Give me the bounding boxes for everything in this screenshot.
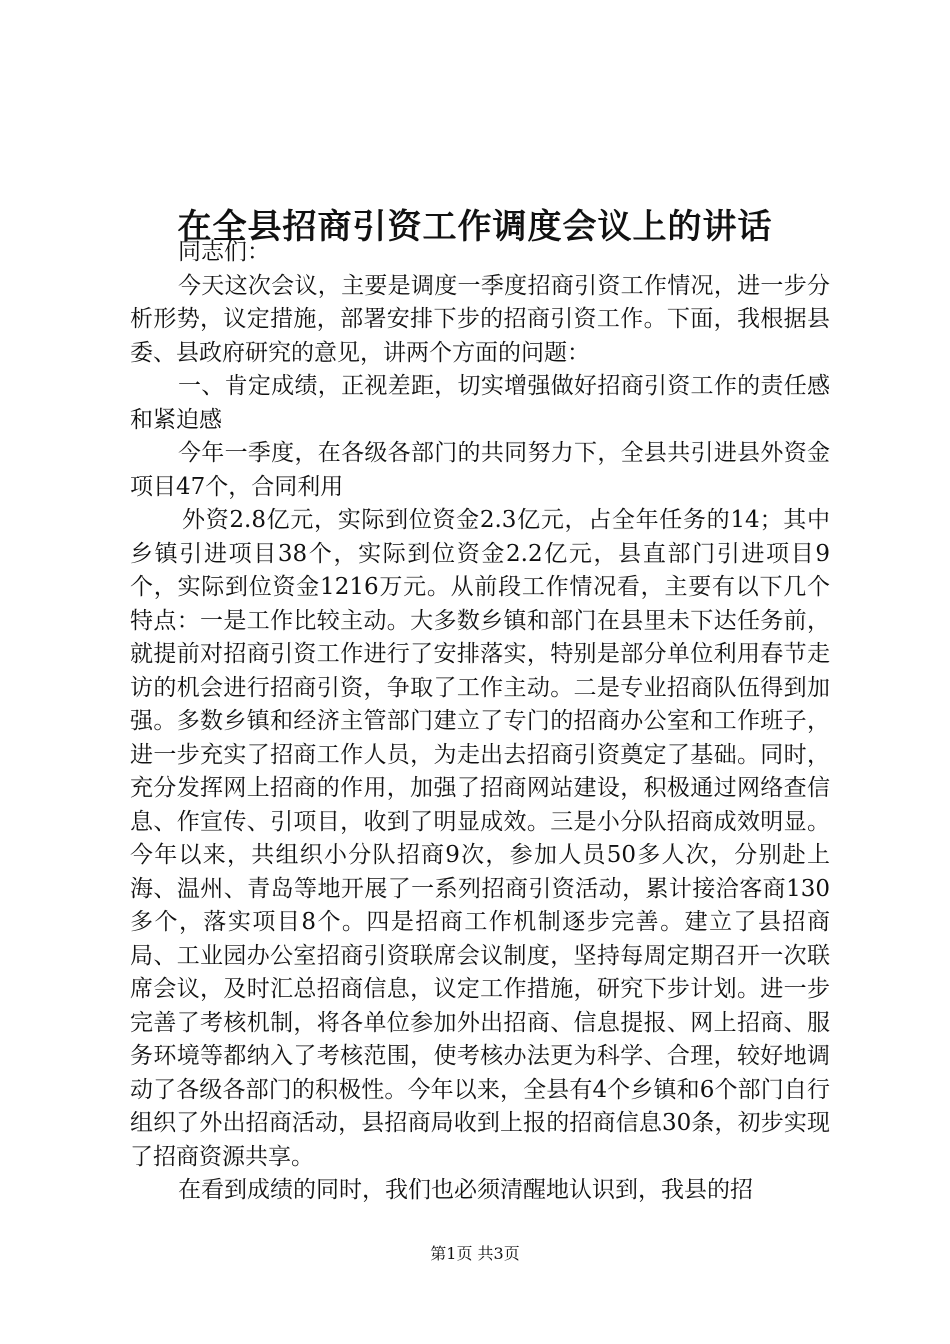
paragraph-intro: 今天这次会议，主要是调度一季度招商引资工作情况，进一步分析形势，议定措施，部署安排下步的招商引资工作。下面，我根据县委、县政府研究的意见，讲两个方面的问题： (130, 272, 830, 366)
paragraph-achievements: 外资2.8亿元，实际到位资金2.3亿元，占全年任务的14；其中乡镇引进项目38个，实际到位资金2.2亿元，县直部门引进项目9个，实际到位资金1216万元。从前段工作情况看，主要有以下几个特点：一是工作比较主动。大多数乡镇和部门在县里未下达任务前，就提前对招商引资工作进行了安排落实，特别是部分单位利用春节走访的机会进行招商引资，争取了工作主动。二是专业招商队伍得到加强。多数乡镇和经济主管部门建立了专门的招商办公室和工作班子，进一步充实了招商工作人员，为走出去招商引资奠定了基础。同时，充分发挥网上招商的作用，加强了招商网站建设，积极通过网络查信息、作宣传、引项目，收到了明显成效。三是小分队招商成效明显。今年以来，共组织小分队招商9次，参加人员50多人次，分别赴上海、温州、青岛等地开展了一系列招商引资活动，累计接洽客商130多个，落实项目8个。四是招商工作机制逐步完善。建立了县招商局、工业园办公室招商引资联席会议制度，坚持每周定期召开一次联席会议，及时汇总招商信息，议定工作措施，研究下步计划。进一步完善了考核机制，将各单位参加外出招商、信息提报、网上招商、服务环境等都纳入了考核范围，使考核办法更为科学、合理，较好地调动了各级各部门的积极性。今年以来，全县有4个乡镇和6个部门自行组织了外出招商活动，县招商局收到上报的招商信息30条，初步实现了招商资源共享。 (130, 507, 830, 1170)
document-title: 在全县招商引资工作调度会议上的讲话 (177, 206, 773, 247)
page-footer: 第1页 共3页 (430, 1244, 520, 1263)
section-heading-one: 一、肯定成绩，正视差距，切实增强做好招商引资工作的责任感和紧迫感 (130, 373, 830, 433)
document-body (130, 236, 830, 1208)
paragraph-first-quarter: 今年一季度，在各级各部门的共同努力下，全县共引进县外资金项目47个，合同利用 (130, 440, 830, 500)
paragraph-salutation: 同志们： (178, 239, 270, 265)
paragraph-shortcomings: 在看到成绩的同时，我们也必须清醒地认识到，我县的招 (178, 1177, 753, 1203)
